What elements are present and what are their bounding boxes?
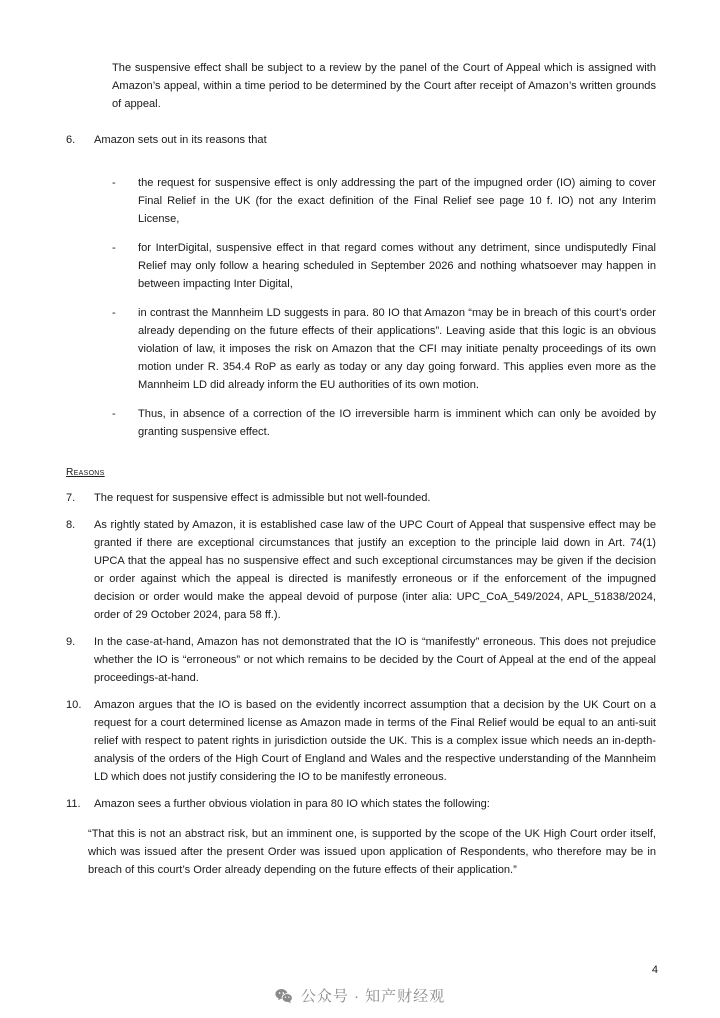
bullet-text: Thus, in absence of a correction of the IO irreversible harm is imminent which can only be avoided by granting suspensive effect. bbox=[138, 407, 656, 438]
page-number: 4 bbox=[651, 964, 658, 976]
paragraph-text: Amazon argues that the IO is based on the evidently incorrect assumption that a decision by the UK Court on a request for a court determined license as Amazon made in terms of the Final Relief would be equal to an anti-suit relief with respect to patent rights in jurisdiction outside the UK. This is a complex issue which needs an in-depth-analysis of the orders of the High Court of England and Wales and the respective understanding of the Mannheim LD which does not justify considering the IO to be manifestly erroneous. bbox=[94, 699, 656, 784]
paragraph-text: The request for suspensive effect is admissible but not well-founded. bbox=[94, 492, 431, 505]
list-item bbox=[112, 175, 656, 229]
bullet-text: in contrast the Mannheim LD suggests in para. 80 IO that Amazon “may be in breach of this court’s order already depending on the future effects of their applications”. Leaving aside that this logic is an obvious violation of law, it imposes the risk on Amazon that the CFI may initiate penalty proceedings of its own motion under R. 354.4 RoP as early as today or any day going forward. This applies even more as the Mannheim LD did already inform the EU authorities of its own motion. bbox=[138, 306, 656, 391]
numbered-paragraph-8 bbox=[66, 517, 656, 625]
bullet-text: for InterDigital, suspensive effect in that regard comes without any detriment, since undisputedly Final Relief may only follow a hearing scheduled in September 2026 and nothing whatsoever may happen in between impacting Inter Digital, bbox=[138, 241, 656, 290]
list-item bbox=[112, 406, 656, 442]
numbered-paragraph-9 bbox=[66, 634, 656, 688]
bullet-marker: - bbox=[112, 306, 116, 319]
watermark bbox=[0, 985, 720, 1006]
paragraph-number: 9. bbox=[66, 636, 76, 649]
paragraph-text: In the case-at-hand, Amazon has not demonstrated that the IO is “manifestly” erroneous. This does not prejudice whether the IO is “erroneous” or not which remains to be decided by the Court of Appeal at the end of the appeal proceedings-at-hand. bbox=[94, 636, 656, 685]
paragraph-number: 8. bbox=[66, 519, 76, 532]
bullet-list bbox=[112, 175, 656, 442]
intro-paragraph: The suspensive effect shall be subject to a review by the panel of the Court of Appeal which is assigned with Amazon’s appeal, within a time period to be determined by the Court after receipt of Amazon’s written grounds of appeal. bbox=[112, 62, 656, 110]
wechat-icon bbox=[275, 988, 293, 1004]
paragraph-number: 6. bbox=[66, 133, 76, 146]
paragraph-text: As rightly stated by Amazon, it is established case law of the UPC Court of Appeal that suspensive effect may be granted if there are exceptional circumstances that justify an exception to the principle laid down in Art. 74(1) UPCA that the appeal has no suspensive effect and such exceptional circumstances may be given if the decision or order against which the appeal is directed is manifestly erroneous or if the enforcement of the impugned decision or order would make the appeal devoid of purpose (inter alia: UPC_CoA_549/2024, APL_51838/2024, order of 29 October 2024, para 58 ff.). bbox=[94, 519, 656, 622]
list-item bbox=[112, 240, 656, 294]
paragraph-number: 11. bbox=[66, 798, 81, 810]
numbered-paragraph-11 bbox=[66, 796, 656, 814]
paragraph-number: 10. bbox=[66, 699, 82, 712]
watermark-text: 公众号 · 知产财经观 bbox=[300, 988, 446, 1005]
bullet-text: the request for suspensive effect is only addressing the part of the impugned order (IO) aiming to cover Final Relief in the UK (for the exact definition of the Final Relief see page 10 f. IO) not any Interim License, bbox=[138, 176, 656, 225]
section-heading-reasons: Reasons bbox=[66, 467, 105, 479]
numbered-paragraph-10 bbox=[66, 697, 656, 787]
numbered-paragraph-7 bbox=[66, 490, 656, 508]
bullet-marker: - bbox=[112, 407, 116, 420]
paragraph-number: 7. bbox=[66, 492, 76, 505]
spacer bbox=[66, 159, 656, 175]
bullet-marker: - bbox=[112, 176, 116, 189]
paragraph-text: Amazon sets out in its reasons that bbox=[94, 133, 267, 146]
document-body bbox=[66, 60, 656, 880]
bullet-marker: - bbox=[112, 241, 116, 254]
paragraph-text: Amazon sees a further obvious violation in para 80 IO which states the following: bbox=[94, 798, 490, 810]
list-item bbox=[112, 305, 656, 395]
block-quote: “That this is not an abstract risk, but an imminent one, is supported by the scope of the UK High Court order itself, which was issued after the present Order was issued upon application of Respondents, who therefore may be in breach of this court’s Order already depending on the future effects of their application.” bbox=[88, 827, 656, 876]
numbered-paragraph-6 bbox=[66, 132, 656, 150]
